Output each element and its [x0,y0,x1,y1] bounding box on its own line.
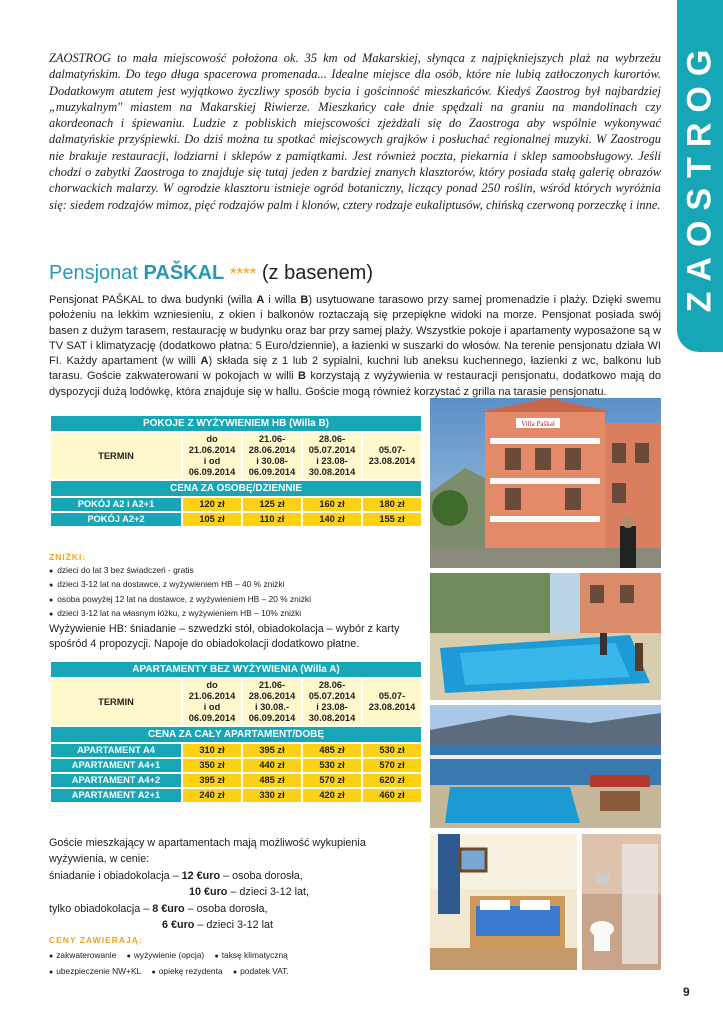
meal-line: 10 €uro – dzieci 3-12 lat, [189,886,310,899]
period-cell: 05.07- 23.08.2014 [363,433,421,479]
villa-sign: Villa Paškal [521,420,555,428]
sea-view-photo [430,705,661,828]
price-cell: 310 zł [183,744,241,757]
meal-line: 6 €uro – dzieci 3-12 lat [162,919,274,932]
desc-part: i willa [264,294,301,306]
meal-line: tylko obiadokolacja – 8 €uro – osoba dorosła, [49,902,268,915]
list-item: ● dzieci 3-12 lat na dostawce, z wyżywieniem HB – 40 % zniżki [49,578,311,592]
list-item: ● taksę klimatyczną [214,948,287,964]
desc-part: korzystają z wyżywienia w restauracji pensjonatu, dodatkowo mają do dyspozycji dużą lodówkę, która znajduje się w hallu. Goście mogą również korzystać z grilla na tarasie pensjonatu. [49,370,661,398]
table-row [51,744,421,757]
bedroom-photo [430,834,577,970]
price-cell: 460 zł [363,789,421,802]
intro-text: ZAOSTROG to mała miejscowość położona ok. 35 km od Makarskiej, słynąca z najpiękniejszych plaż na wybrzeżu dalmatyńskim. Do tego długa spacerowa promenada... Idealne miejsce dla osób, które nie lubią zatłoczonych kurortów. Dodatkowym atutem jest wyjątkowo życzliwy sposób bycia i gościnność mieszkańców. Kiedyś Zaostrog był najbardziej „muzykalnym" miastem na Makarskiej Riwierze. Mieszkańcy całe dnie spędzali na graniu na mandolinach czy akordeonach i śpiewaniu. Ludzie z pobliskich miejscowości zjeżdżali się do Zaostroga aby wspólnie wykonywać dalmatyńskie przyśpiewki. Do dziś można tu spotkać miejscowych grajków i posłuchać regionalnej muzyki. W Zaostrogu nie brakuje restauracji, lodziarni i sklepów z pamiątkami. Jest również poczta, piekarnia i sklep samoobsługowy. Jeśli chodzi o zabytki Zaostroga to znajduje się tutaj jeden z bardziej znanych klasztorów, który posiada stałą galerię obrazów chorwackich malarzy. W ogrodzie klasztoru istnieje ogród botaniczny, liczący ponad 250 roślin, wśród których wyróżnia się: siedem rodzajów mimoz, pięć rodzajów palm i klonów, cztery rodzaje eukaliptusów, chińską czerwoną porzeczkę i inne. [49,51,661,212]
desc-part: ) usytuowane tarasowo przy samej promenadzie i plaży. Dzięki swemu położeniu na lekkim wzniesieniu, z okien i balkonów roztaczają się przepiękne widoki na morze. Pensjonat posiada swój basen z dużym tarasem, restaurację w budynku oraz bar przy samej plaży. Wszystkie pokoje i apartamenty wyposażone są w TV SAT i klimatyzację (dodatkowo płatna: 5 Euro/dziennie), a łazienki w suszarki do włosów. Na terenie pensjonatu działa WI FI. Każdy apartament (w willi [49,294,661,368]
table-row [51,498,421,511]
price-cell: 125 zł [243,498,301,511]
desc-part: ) składa się z 1 lub 2 sypialni, kuchni lub aneksu kuchennego, łazienki z wc, balkonu lub tarasu. Goście zakwaterowani w pokojach w willi [49,355,662,383]
description [49,293,661,400]
meals-intro: Goście mieszkający w apartamentach mają możliwość wykupienia wyżywienia, w cenie: [49,837,366,866]
table-subtitle: CENA ZA CAŁY APARTAMENT/DOBĘ [51,727,421,742]
price-cell: 420 zł [303,789,361,802]
list-item: ● dzieci 3-12 lat na własnym łóżku, z wyżywieniem HB – 10% zniżki [49,607,311,621]
price-cell: 240 zł [183,789,241,802]
termin-label: TERMIN [51,433,181,479]
discounts-list [49,564,311,622]
period-cell: do 21.06.2014 i od 06.09.2014 [183,433,241,479]
price-cell: 120 zł [183,498,241,511]
price-cell: 570 zł [363,759,421,772]
list-item: ● opiekę rezydenta [152,964,223,980]
apartments-price-table [49,660,423,804]
price-cell: 180 zł [363,498,421,511]
row-label: POKÓJ A2 i A2+1 [51,498,181,511]
hb-note: Wyżywienie HB: śniadanie – szwedzki stół, obiadokolacja – wybór z karty spośród 4 propozycji. Napoje do obiadokolacji dodatkowo płatne. [49,623,400,650]
list-item: ● wyżywienie (opcja) [127,948,205,964]
price-cell: 620 zł [363,774,421,787]
price-cell: 110 zł [243,513,301,526]
building-photo [430,398,661,568]
side-tab [677,0,723,352]
row-label: APARTAMENT A4+2 [51,774,181,787]
heading-name: PAŠKAL [143,262,225,284]
period-cell: 28.06- 05.07.2014 i 23.08- 30.08.2014 [303,433,361,479]
page-number: 9 [683,985,690,999]
price-cell: 140 zł [303,513,361,526]
period-cell: do 21.06.2014 i od 06.09.2014 [183,679,241,725]
heading-stars: **** [229,264,257,283]
meal-options [49,835,419,933]
period-cell: 28.06- 05.07.2014 i 23.08- 30.08.2014 [303,679,361,725]
table-row [51,513,421,526]
row-label: APARTAMENT A4 [51,744,181,757]
prices-include-title: CENY ZAWIERAJĄ: [49,935,143,945]
list-item: ● osoba powyżej 12 lat na dostawce, z wyżywieniem HB – 20 % zniżki [49,593,311,607]
price-cell: 160 zł [303,498,361,511]
table-row [51,759,421,772]
period-cell: 21.06- 28.06.2014 i 30.08- 06.09.2014 [243,433,301,479]
table-row [51,789,421,802]
table-title: POKOJE Z WYŻYWIENIEM HB (Willa B) [51,416,421,431]
desc-villa-b: B [298,370,306,383]
pool-photo [430,573,661,700]
row-label: POKÓJ A2+2 [51,513,181,526]
meal-line: śniadanie i obiadokolacja – 12 €uro – osoba dorosła, [49,869,303,882]
desc-villa-b: B [300,294,309,306]
prices-include-list [49,948,339,980]
price-cell: 330 zł [243,789,301,802]
desc-part: Pensjonat PAŠKAL to dwa budynki (willa [49,294,257,306]
table-subtitle: CENA ZA OSOBĘ/DZIENNIE [51,481,421,496]
termin-label: TERMIN [51,679,181,725]
price-cell: 485 zł [303,744,361,757]
table-row [51,774,421,787]
list-item: ● podatek VAT. [233,964,289,980]
heading-suffix: (z basenem) [256,262,374,284]
price-cell: 530 zł [363,744,421,757]
bathroom-photo [582,834,661,970]
price-cell: 395 zł [183,774,241,787]
table-title: APARTAMENTY BEZ WYŻYWIENIA (Willa A) [51,662,421,677]
price-cell: 570 zł [303,774,361,787]
list-item: ● zakwaterowanie [49,948,116,964]
price-cell: 350 zł [183,759,241,772]
period-cell: 05.07- 23.08.2014 [363,679,421,725]
list-item: ● dzieci do lat 3 bez świadczeń - gratis [49,564,311,578]
page-heading [49,262,373,285]
period-cell: 21.06- 28.06.2014 i 30.08.- 06.09.2014 [243,679,301,725]
price-cell: 395 zł [243,744,301,757]
side-tab-label: ZAOSTROG [680,39,719,313]
price-cell: 155 zł [363,513,421,526]
price-cell: 440 zł [243,759,301,772]
row-label: APARTAMENT A2+1 [51,789,181,802]
desc-villa-a: A [256,294,265,306]
rooms-price-table [49,414,423,528]
price-cell: 105 zł [183,513,241,526]
price-cell: 485 zł [243,774,301,787]
list-item: ● ubezpieczenie NW+KL [49,964,141,980]
heading-prefix: Pensjonat [49,262,144,284]
discounts-title: ZNIŻKI: [49,552,87,562]
desc-villa-a: A [200,355,209,368]
price-cell: 530 zł [303,759,361,772]
row-label: APARTAMENT A4+1 [51,759,181,772]
